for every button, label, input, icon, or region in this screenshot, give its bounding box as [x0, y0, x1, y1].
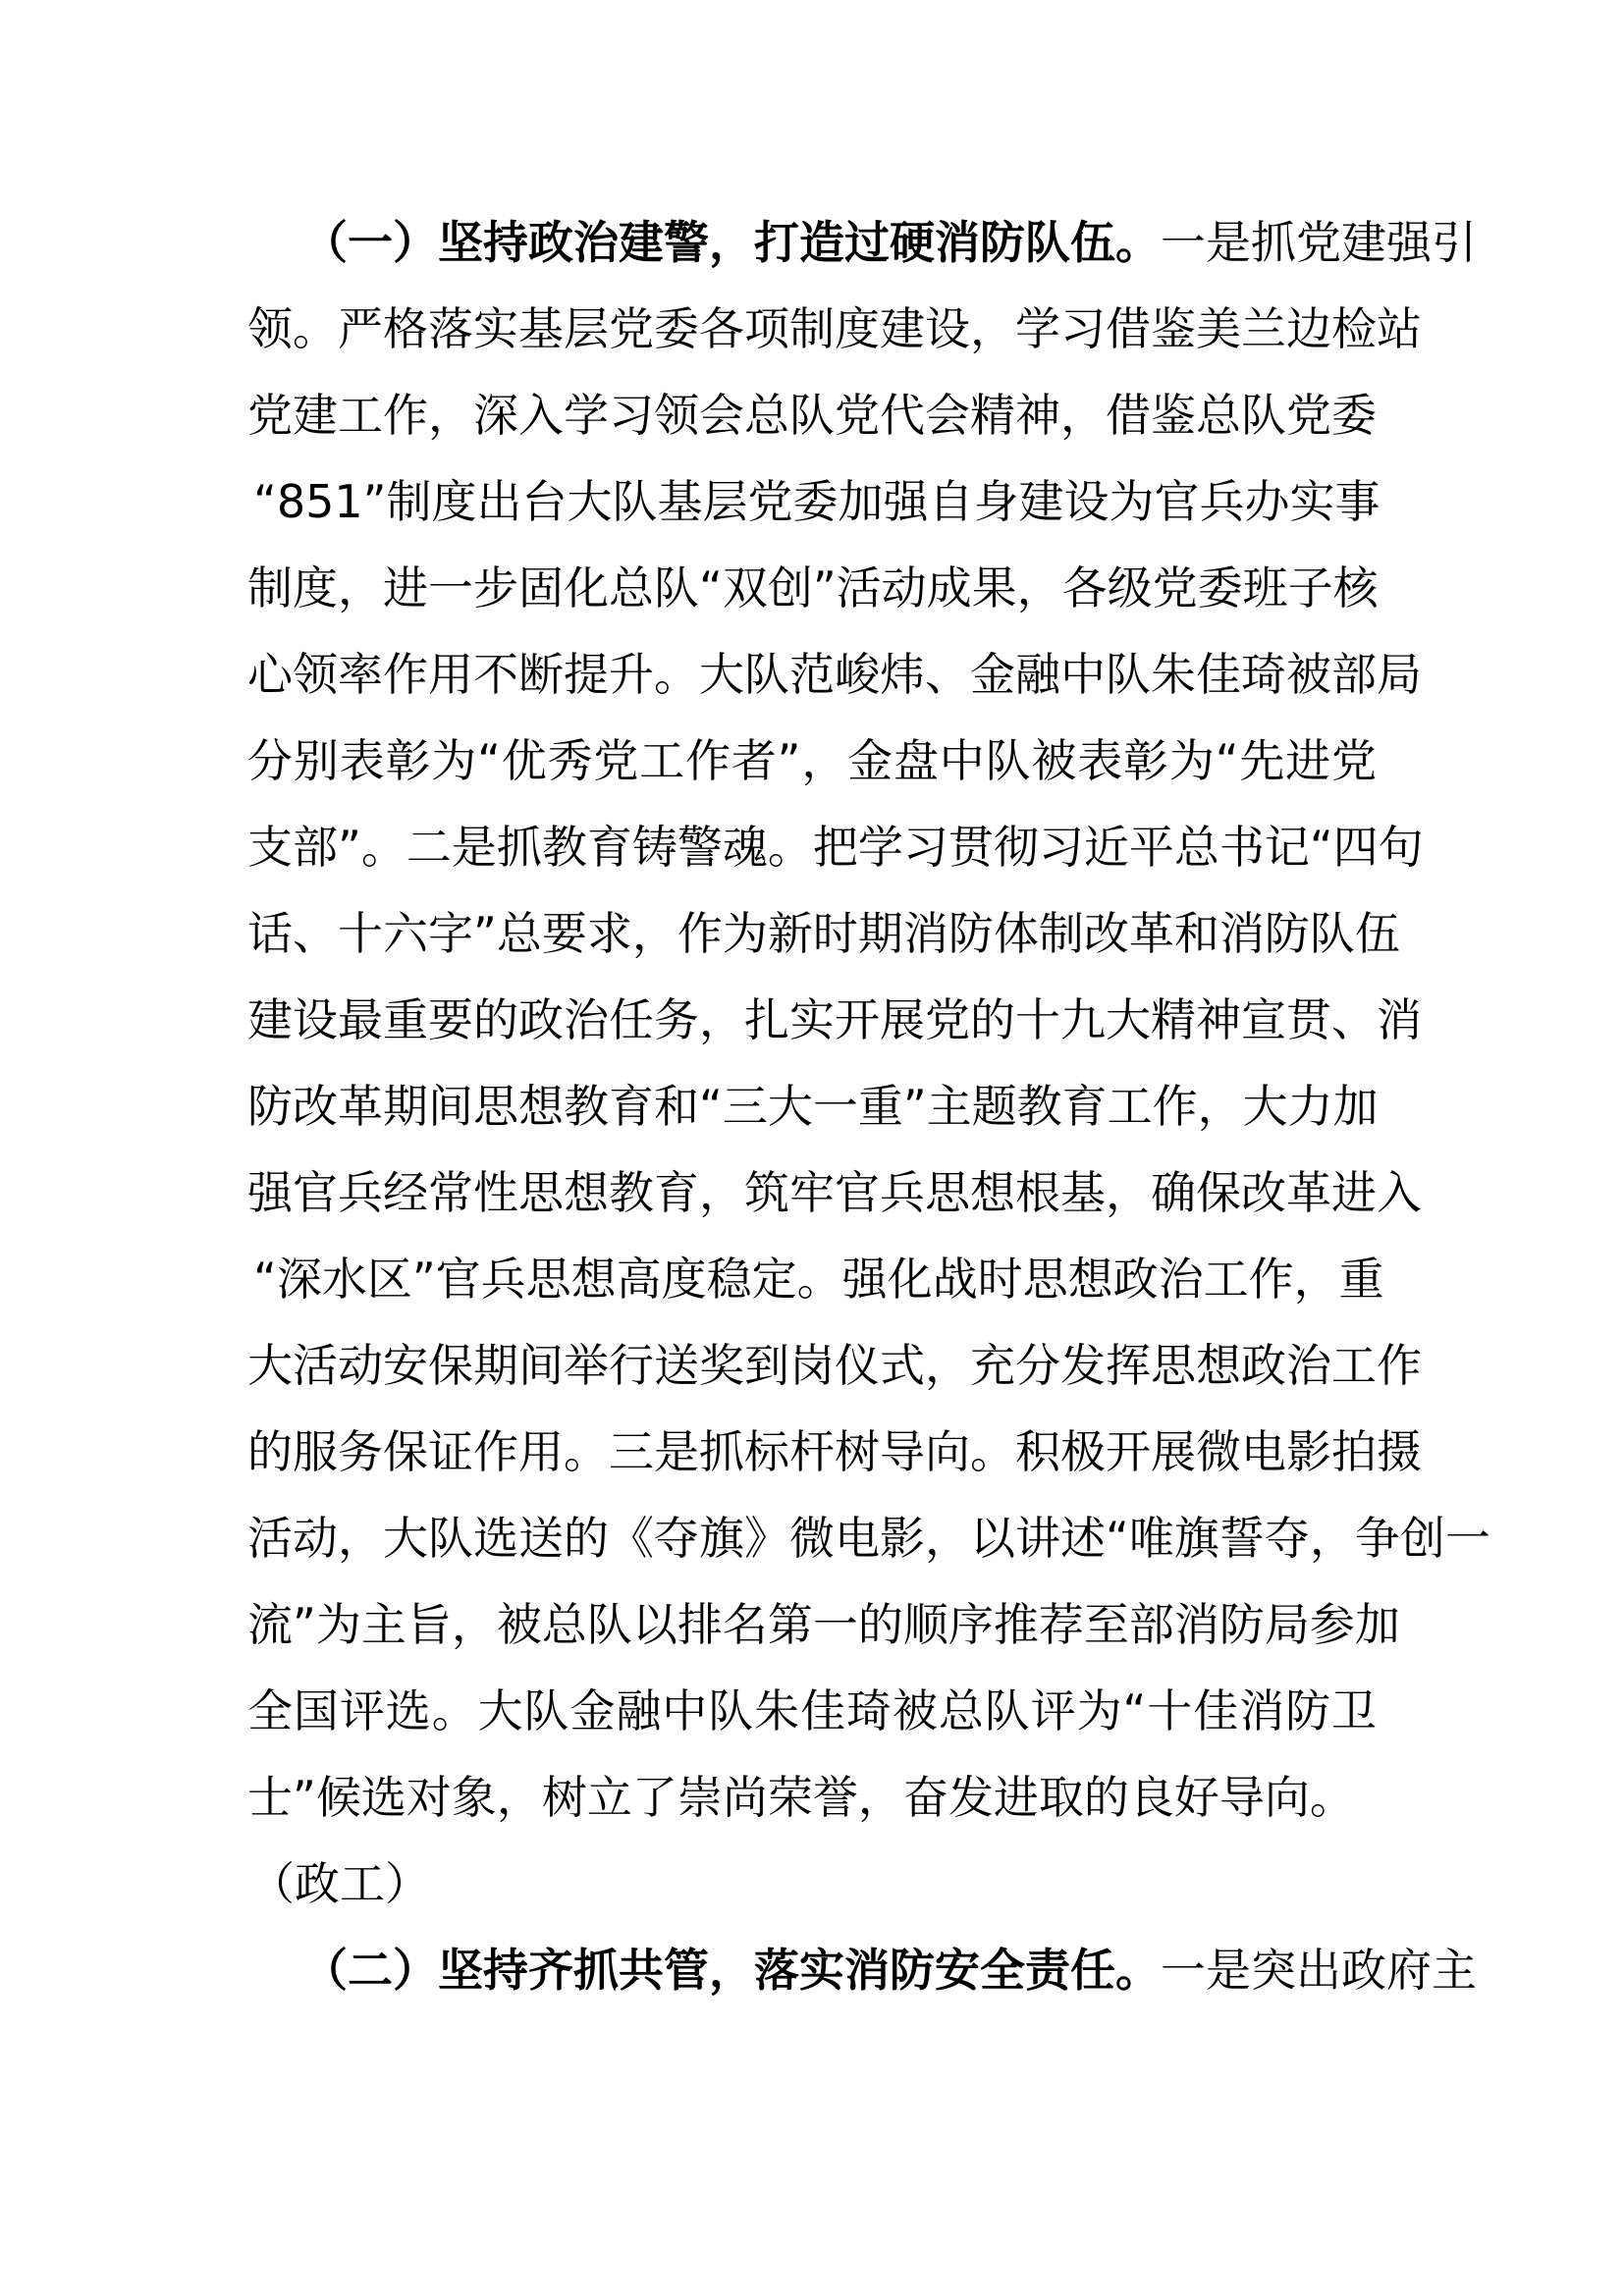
body-line: 话、十六字”总要求，作为新时期消防体制改革和消防队伍	[247, 907, 1400, 960]
body-line: 活动，大队选送的《夺旗》微电影，以讲述“唯旗誓夺，争创一	[247, 1512, 1490, 1565]
body-line: 心领率作用不断提升。大队范峻炜、金融中队朱佳琦被部局	[247, 648, 1422, 701]
section-credit: （政工）	[249, 1857, 430, 1910]
body-line: 党建工作，深入学习领会总队党代会精神，借鉴总队党委	[247, 389, 1377, 442]
text-run: 一是突出政府主	[1161, 1944, 1477, 1997]
body-line: “851”制度出台大队基层党委加强自身建设为官兵办实事	[253, 475, 1380, 528]
body-line: 强官兵经常性思想教育，筑牢官兵思想根基，确保改革进入	[247, 1166, 1422, 1219]
body-line: 建设最重要的政治任务，扎实开展党的十九大精神宣贯、消	[247, 993, 1422, 1046]
body-line: 防改革期间思想教育和“三大一重”主题教育工作，大力加	[247, 1080, 1379, 1133]
body-line: 支部”。二是抓教育铸警魂。把学习贯彻习近平总书记“四句	[247, 821, 1424, 874]
section-2-heading: （二）坚持齐抓共管，落实消防安全责任。	[302, 1944, 1161, 1997]
body-line: 流”为主旨，被总队以排名第一的顺序推荐至部消防局参加	[247, 1598, 1400, 1651]
section-2-line-1	[302, 1927, 1477, 2013]
body-line: “深水区”官兵思想高度稳定。强化战时思想政治工作，重	[253, 1253, 1384, 1306]
body-line: 全国评选。大队金融中队朱佳琦被总队评为“十佳消防卫	[247, 1684, 1377, 1737]
body-line-last: 士”候选对象，树立了崇尚荣誉，奋发进取的良好导向。	[247, 1771, 1355, 1824]
body-line: 制度，进一步固化总队“双创”活动成果，各级党委班子核	[247, 561, 1379, 614]
body-line: 的服务保证作用。三是抓标杆树导向。积极开展微电影拍摄	[247, 1425, 1422, 1478]
section-1-heading: （一）坚持政治建警，打造过硬消防队伍。	[302, 216, 1161, 269]
body-line: 分别表彰为“优秀党工作者”，金盘中队被表彰为“先进党	[247, 734, 1377, 787]
text-run: 一是抓党建强引	[1161, 216, 1477, 269]
body-line: 领。严格落实基层党委各项制度建设，学习借鉴美兰边检站	[247, 302, 1422, 355]
section-1-line-1	[302, 199, 1477, 286]
body-line: 大活动安保期间举行送奖到岗仪式，充分发挥思想政治工作	[247, 1339, 1422, 1392]
